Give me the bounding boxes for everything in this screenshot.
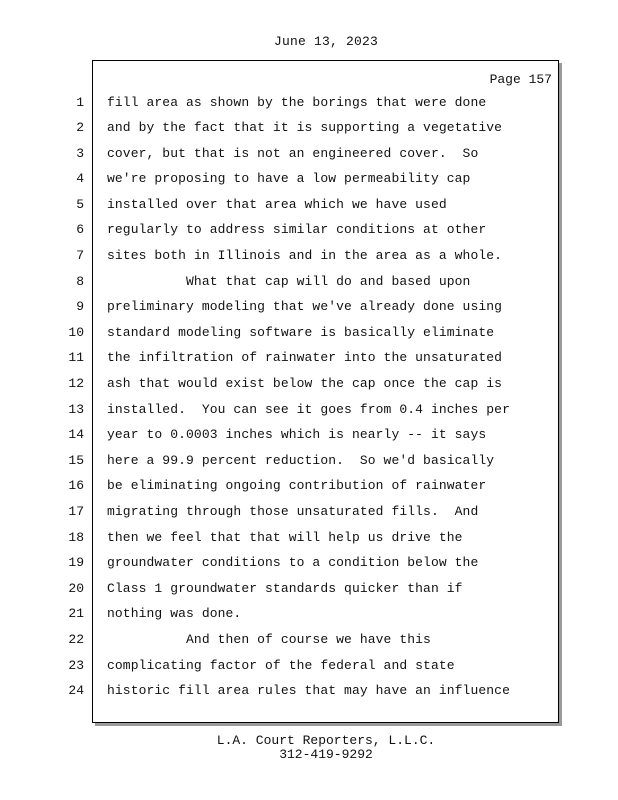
transcript-line: fill area as shown by the borings that were done xyxy=(107,95,487,110)
line-number: 21 xyxy=(68,606,84,621)
transcript-line: Class 1 groundwater standards quicker than if xyxy=(107,581,463,596)
line-number: 17 xyxy=(68,504,84,519)
line-number: 3 xyxy=(76,146,84,161)
transcript-line: then we feel that that will help us drive the xyxy=(107,530,463,545)
line-number: 24 xyxy=(68,683,84,698)
line-number: 1 xyxy=(76,95,84,110)
transcript-line: year to 0.0003 inches which is nearly -- it says xyxy=(107,427,487,442)
line-number: 22 xyxy=(68,632,84,647)
line-number: 6 xyxy=(76,222,84,237)
line-number: 5 xyxy=(76,197,84,212)
transcript-line: standard modeling software is basically eliminate xyxy=(107,325,495,340)
line-number: 16 xyxy=(68,478,84,493)
line-number: 4 xyxy=(76,171,84,186)
line-number: 14 xyxy=(68,427,84,442)
transcript-line: nothing was done. xyxy=(107,606,242,621)
line-number: 23 xyxy=(68,658,84,673)
page-number: Page 157 xyxy=(489,72,552,87)
transcript-date: June 13, 2023 xyxy=(273,34,379,49)
transcript-line: preliminary modeling that we've already done using xyxy=(107,299,503,314)
line-number: 19 xyxy=(68,555,84,570)
footer-phone: 312-419-9292 xyxy=(279,747,373,762)
transcript-line: regularly to address similar conditions at other xyxy=(107,222,487,237)
line-number: 11 xyxy=(68,350,84,365)
transcript-line: ash that would exist below the cap once the cap is xyxy=(107,376,503,391)
transcript-line: here a 99.9 percent reduction. So we'd basically xyxy=(107,453,495,468)
line-number: 9 xyxy=(76,299,84,314)
transcript-line: What that cap will do and based upon xyxy=(107,274,471,289)
transcript-line: groundwater conditions to a condition below the xyxy=(107,555,479,570)
transcript-line: installed over that area which we have used xyxy=(107,197,447,212)
transcript-line: the infiltration of rainwater into the unsaturated xyxy=(107,350,503,365)
transcript-line: complicating factor of the federal and state xyxy=(107,658,455,673)
transcript-line: migrating through those unsaturated fills. And xyxy=(107,504,479,519)
line-number: 2 xyxy=(76,120,84,135)
transcript-line: And then of course we have this xyxy=(107,632,431,647)
line-number: 8 xyxy=(76,274,84,289)
line-number: 20 xyxy=(68,581,84,596)
transcript-line: we're proposing to have a low permeability cap xyxy=(107,171,471,186)
transcript-line: historic fill area rules that may have an influence xyxy=(107,683,510,698)
line-number: 18 xyxy=(68,530,84,545)
line-number: 13 xyxy=(68,402,84,417)
line-number: 15 xyxy=(68,453,84,468)
transcript-line: sites both in Illinois and in the area as a whole. xyxy=(107,248,503,263)
transcript-line: and by the fact that it is supporting a vegetative xyxy=(107,120,503,135)
transcript-line: cover, but that is not an engineered cover. So xyxy=(107,146,479,161)
transcript-line: be eliminating ongoing contribution of rainwater xyxy=(107,478,487,493)
line-number: 7 xyxy=(76,248,84,263)
line-number: 10 xyxy=(68,325,84,340)
transcript-line: installed. You can see it goes from 0.4 inches per xyxy=(107,402,510,417)
line-number: 12 xyxy=(68,376,84,391)
footer-company: L.A. Court Reporters, L.L.C. xyxy=(216,733,436,748)
